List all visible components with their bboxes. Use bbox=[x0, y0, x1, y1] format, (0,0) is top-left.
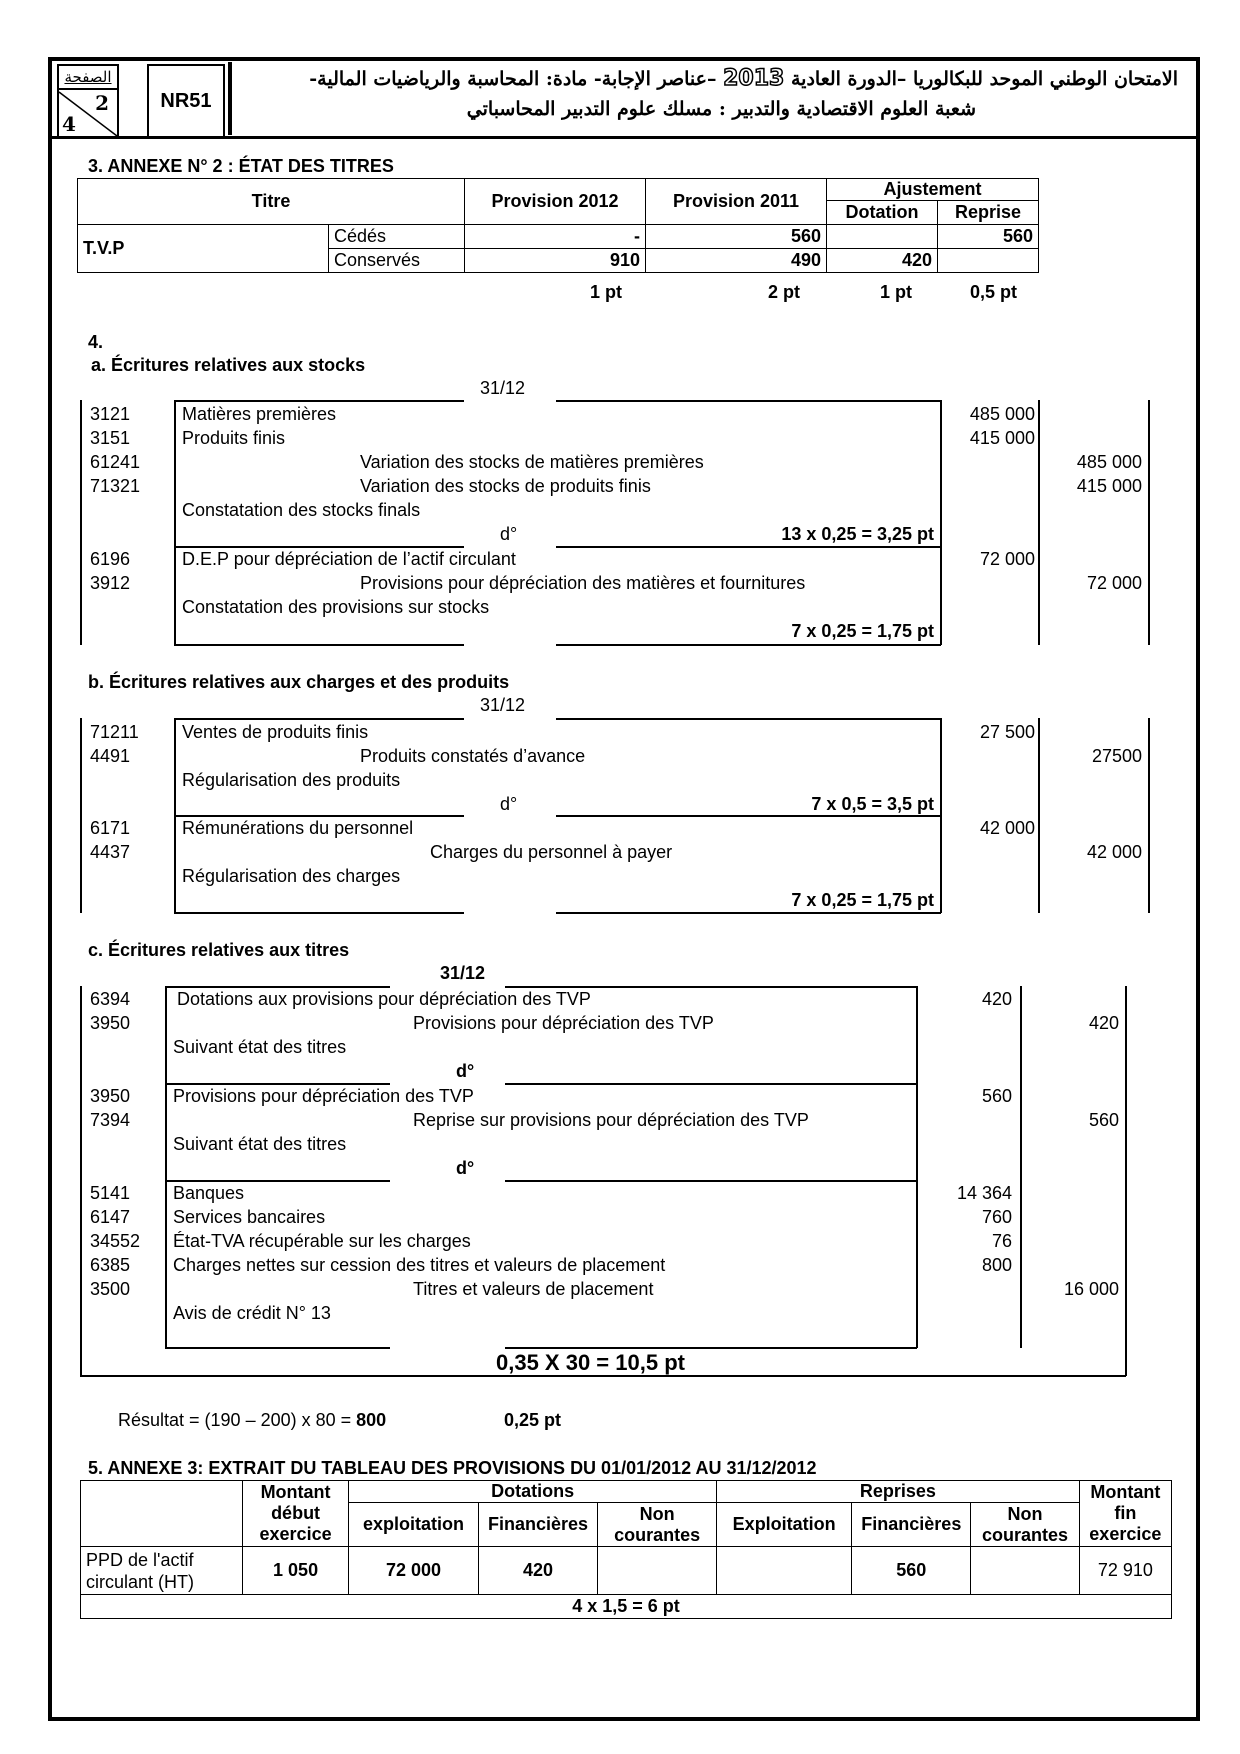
section4a-heading: a. Écritures relatives aux stocks bbox=[91, 355, 366, 375]
credit-amount: 420 bbox=[1088, 1013, 1119, 1033]
account-number: 3950 bbox=[90, 1086, 131, 1106]
cell-rep-financieres: 560 bbox=[852, 1547, 971, 1595]
col-reprise: Reprise bbox=[938, 201, 1039, 225]
box-top-r bbox=[556, 400, 941, 402]
account-number: 34552 bbox=[90, 1231, 141, 1251]
account-label: Variation des stocks de matières premières bbox=[360, 452, 704, 472]
account-number: 3912 bbox=[90, 573, 131, 593]
cell-dotation bbox=[827, 225, 938, 249]
account-number: 3950 bbox=[90, 1013, 131, 1033]
credit-amount: 485 000 bbox=[1076, 452, 1142, 472]
col-dot-non-courantes: Non courantes bbox=[598, 1503, 717, 1547]
points-prov2011: 2 pt bbox=[768, 282, 801, 302]
col-dot-financieres: Financières bbox=[478, 1503, 597, 1547]
cell-montant-fin: 72 910 bbox=[1079, 1547, 1171, 1595]
sep2-l bbox=[165, 1180, 390, 1182]
account-label: Charges nettes sur cession des titres et valeurs de placement bbox=[173, 1255, 666, 1275]
exam-title-box bbox=[228, 62, 1196, 135]
entry-libelle: Régularisation des produits bbox=[182, 770, 401, 790]
account-label: Titres et valeurs de placement bbox=[413, 1279, 654, 1299]
table-row bbox=[81, 1547, 1172, 1595]
resultat-value: 800 bbox=[356, 1410, 387, 1430]
debit-amount: 415 000 bbox=[969, 428, 1035, 448]
ditto-separator: d° bbox=[456, 1061, 475, 1081]
account-label: Produits constatés d’avance bbox=[360, 746, 586, 766]
account-label: Services bancaires bbox=[173, 1207, 326, 1227]
journal-right-rule bbox=[1148, 400, 1150, 645]
box-bot-l bbox=[174, 912, 464, 914]
account-label: Matières premières bbox=[182, 404, 337, 424]
account-label: Reprise sur provisions pour dépréciation des TVP bbox=[413, 1110, 809, 1130]
journal-left-rule bbox=[80, 986, 82, 1376]
debit-amount: 420 bbox=[981, 989, 1012, 1009]
points-prov2012: 1 pt bbox=[590, 282, 623, 302]
entry-libelle: Constatation des provisions sur stocks bbox=[182, 597, 490, 617]
credit-amount: 72 000 bbox=[1086, 573, 1142, 593]
resultat-formula: Résultat = (190 – 200) x 80 = bbox=[118, 1410, 357, 1430]
row-label: Cédés bbox=[329, 225, 465, 249]
page-current: 2 bbox=[95, 91, 109, 115]
title-part-b: –عناصر الإجابة- مادة: المحاسبة والرياضيات المالية- bbox=[309, 68, 717, 90]
exam-title-line2: شعبة العلوم الاقتصادية والتدبير : مسلك علوم التدبير المحاسباتي bbox=[466, 98, 976, 120]
sep2-r bbox=[505, 1180, 917, 1182]
box-bot-r bbox=[556, 912, 941, 914]
cell-dotation: 420 bbox=[827, 249, 938, 273]
cell-prov2012: - bbox=[465, 225, 646, 249]
points-reprise: 0,5 pt bbox=[970, 282, 1018, 302]
entry-libelle: Suivant état des titres bbox=[173, 1037, 347, 1057]
entry-points: 13 x 0,25 = 3,25 pt bbox=[781, 524, 934, 544]
account-number: 6147 bbox=[90, 1207, 131, 1227]
cell-prov2011: 560 bbox=[646, 225, 827, 249]
title-part-a: الامتحان الوطني الموحد للبكالوريا –الدورة العادية bbox=[790, 68, 1178, 90]
account-number: 6171 bbox=[90, 818, 131, 838]
col-rep-financieres: Financières bbox=[852, 1503, 971, 1547]
account-label: Provisions pour dépréciation des TVP bbox=[173, 1086, 474, 1106]
account-number: 3500 bbox=[90, 1279, 131, 1299]
col-montant-fin: Montant fin exercice bbox=[1079, 1481, 1171, 1547]
debit-amount: 800 bbox=[981, 1255, 1012, 1275]
sep1-l bbox=[165, 1083, 390, 1085]
annexe3-heading: 5. ANNEXE 3: EXTRAIT DU TABLEAU DES PROVISIONS DU 01/01/2012 AU 31/12/2012 bbox=[88, 1458, 817, 1478]
sep-l bbox=[174, 546, 464, 548]
journal-mid-rule bbox=[1038, 400, 1040, 645]
journal-right-rule bbox=[1125, 986, 1127, 1376]
annexe2-table bbox=[77, 178, 1039, 273]
account-number: 4491 bbox=[90, 746, 131, 766]
box-bot-l bbox=[165, 1347, 390, 1349]
box-top-l bbox=[174, 718, 464, 720]
col-titre: Titre bbox=[78, 179, 465, 225]
entry-libelle: Suivant état des titres bbox=[173, 1134, 347, 1154]
cell-rep-non-courantes bbox=[971, 1547, 1079, 1595]
section4c-heading: c. Écritures relatives aux titres bbox=[88, 940, 350, 960]
box-top-l bbox=[174, 400, 464, 402]
section4-heading: 4. bbox=[88, 332, 104, 352]
debit-amount: 560 bbox=[981, 1086, 1012, 1106]
col-rep-non-courantes: Non courantes bbox=[971, 1503, 1079, 1547]
cell-rep-exploitation bbox=[717, 1547, 852, 1595]
account-number: 71321 bbox=[90, 476, 141, 496]
cell-reprise bbox=[938, 249, 1039, 273]
account-label: État-TVA récupérable sur les charges bbox=[173, 1231, 471, 1251]
col-ajustement: Ajustement bbox=[827, 179, 1039, 201]
cell-montant-debut: 1 050 bbox=[242, 1547, 348, 1595]
account-label: Provisions pour dépréciation des TVP bbox=[413, 1013, 714, 1033]
box-right bbox=[916, 986, 918, 1348]
col-dotations: Dotations bbox=[349, 1481, 717, 1503]
account-label: Dotations aux provisions pour dépréciation des TVP bbox=[177, 989, 591, 1009]
credit-amount: 560 bbox=[1088, 1110, 1119, 1130]
col-dotation: Dotation bbox=[827, 201, 938, 225]
box-left bbox=[174, 400, 176, 645]
page-label: الصفحة bbox=[59, 66, 117, 90]
exam-title-line1 bbox=[309, 66, 1178, 91]
sep-l bbox=[174, 815, 464, 817]
exam-code: NR51 bbox=[147, 64, 225, 138]
journal-date: 31/12 bbox=[480, 695, 526, 715]
account-number: 61241 bbox=[90, 452, 141, 472]
debit-amount: 76 bbox=[991, 1231, 1012, 1251]
annexe3-table bbox=[80, 1480, 1172, 1619]
cell-prov2011: 490 bbox=[646, 249, 827, 273]
debit-amount: 760 bbox=[981, 1207, 1012, 1227]
entry-points: 7 x 0,25 = 1,75 pt bbox=[791, 890, 934, 910]
row-label: PPD de l'actif circulant (HT) bbox=[81, 1547, 243, 1595]
cell-dot-financieres: 420 bbox=[478, 1547, 597, 1595]
cell-prov2012: 910 bbox=[465, 249, 646, 273]
debit-amount: 485 000 bbox=[969, 404, 1035, 424]
col-dot-exploitation: exploitation bbox=[349, 1503, 479, 1547]
section-points: 0,35 X 30 = 10,5 pt bbox=[496, 1350, 685, 1375]
resultat-points: 0,25 pt bbox=[504, 1410, 562, 1430]
section4b-heading: b. Écritures relatives aux charges et des produits bbox=[88, 672, 510, 692]
page-total: 4 bbox=[62, 112, 76, 136]
account-number: 71211 bbox=[90, 722, 139, 742]
account-number: 5141 bbox=[90, 1183, 131, 1203]
box-top-r bbox=[556, 718, 941, 720]
sep-r bbox=[556, 815, 941, 817]
entry-libelle: Avis de crédit N° 13 bbox=[173, 1303, 331, 1323]
credit-amount: 16 000 bbox=[1063, 1279, 1119, 1299]
entry-points: 7 x 0,25 = 1,75 pt bbox=[791, 621, 934, 641]
ditto-separator: d° bbox=[500, 794, 518, 814]
account-number: 4437 bbox=[90, 842, 131, 862]
box-top-r bbox=[505, 986, 917, 988]
debit-amount: 27 500 bbox=[979, 722, 1035, 742]
sep1-r bbox=[505, 1083, 917, 1085]
box-bot-r bbox=[505, 1347, 917, 1349]
credit-amount: 42 000 bbox=[1086, 842, 1142, 862]
annexe3-points: 4 x 1,5 = 6 pt bbox=[81, 1595, 1172, 1619]
account-label: Charges du personnel à payer bbox=[430, 842, 673, 862]
account-number: 3151 bbox=[90, 428, 131, 448]
ditto-separator: d° bbox=[500, 524, 518, 544]
col-montant-debut: Montant début exercice bbox=[242, 1481, 348, 1547]
journal-right-rule bbox=[1148, 718, 1150, 913]
box-bot-l bbox=[174, 644, 464, 646]
journal-date: 31/12 bbox=[440, 963, 486, 983]
col-prov2011: Provision 2011 bbox=[646, 179, 827, 225]
cell-dot-non-courantes bbox=[598, 1547, 717, 1595]
resultat-line bbox=[118, 1410, 386, 1431]
account-label: Provisions pour dépréciation des matières et fournitures bbox=[360, 573, 806, 593]
entry-libelle: Régularisation des charges bbox=[182, 866, 401, 886]
debit-amount: 42 000 bbox=[979, 818, 1035, 838]
journal-date: 31/12 bbox=[480, 378, 526, 398]
entry-points: 7 x 0,5 = 3,5 pt bbox=[811, 794, 934, 814]
journal-left-rule bbox=[80, 400, 82, 645]
ditto-separator: d° bbox=[456, 1158, 475, 1178]
corner-cell bbox=[81, 1481, 243, 1547]
cell-reprise: 560 bbox=[938, 225, 1039, 249]
annexe2-heading: 3. ANNEXE N° 2 : ÉTAT DES TITRES bbox=[88, 156, 394, 176]
entry-libelle: Constatation des stocks finals bbox=[182, 500, 421, 520]
points-dotation: 1 pt bbox=[880, 282, 913, 302]
account-label: Rémunérations du personnel bbox=[182, 818, 414, 838]
account-number: 7394 bbox=[90, 1110, 131, 1130]
title-year: 2013 bbox=[723, 66, 785, 91]
account-label: Banques bbox=[173, 1183, 245, 1203]
credit-amount: 415 000 bbox=[1076, 476, 1142, 496]
sep-r bbox=[556, 546, 941, 548]
journal-left-rule bbox=[80, 718, 82, 913]
account-number: 6196 bbox=[90, 549, 131, 569]
credit-amount: 27500 bbox=[1091, 746, 1142, 766]
group-tvp: T.V.P bbox=[78, 225, 329, 273]
account-number: 3121 bbox=[90, 404, 131, 424]
col-prov2012: Provision 2012 bbox=[465, 179, 646, 225]
table-row bbox=[78, 225, 1039, 249]
col-reprises: Reprises bbox=[717, 1481, 1080, 1503]
box-top-l bbox=[165, 986, 390, 988]
account-number: 6394 bbox=[90, 989, 131, 1009]
box-bot-r bbox=[556, 644, 941, 646]
box-left bbox=[165, 986, 167, 1348]
debit-amount: 72 000 bbox=[979, 549, 1035, 569]
col-rep-exploitation: Exploitation bbox=[717, 1503, 852, 1547]
account-label: Produits finis bbox=[182, 428, 286, 448]
debit-amount: 14 364 bbox=[956, 1183, 1012, 1203]
account-label: Variation des stocks de produits finis bbox=[360, 476, 651, 496]
account-label: D.E.P pour dépréciation de l’actif circulant bbox=[182, 549, 516, 569]
account-number: 6385 bbox=[90, 1255, 131, 1275]
page-number-box bbox=[57, 64, 119, 138]
row-label: Conservés bbox=[329, 249, 465, 273]
account-label: Ventes de produits finis bbox=[182, 722, 369, 742]
cell-dot-exploitation: 72 000 bbox=[349, 1547, 479, 1595]
